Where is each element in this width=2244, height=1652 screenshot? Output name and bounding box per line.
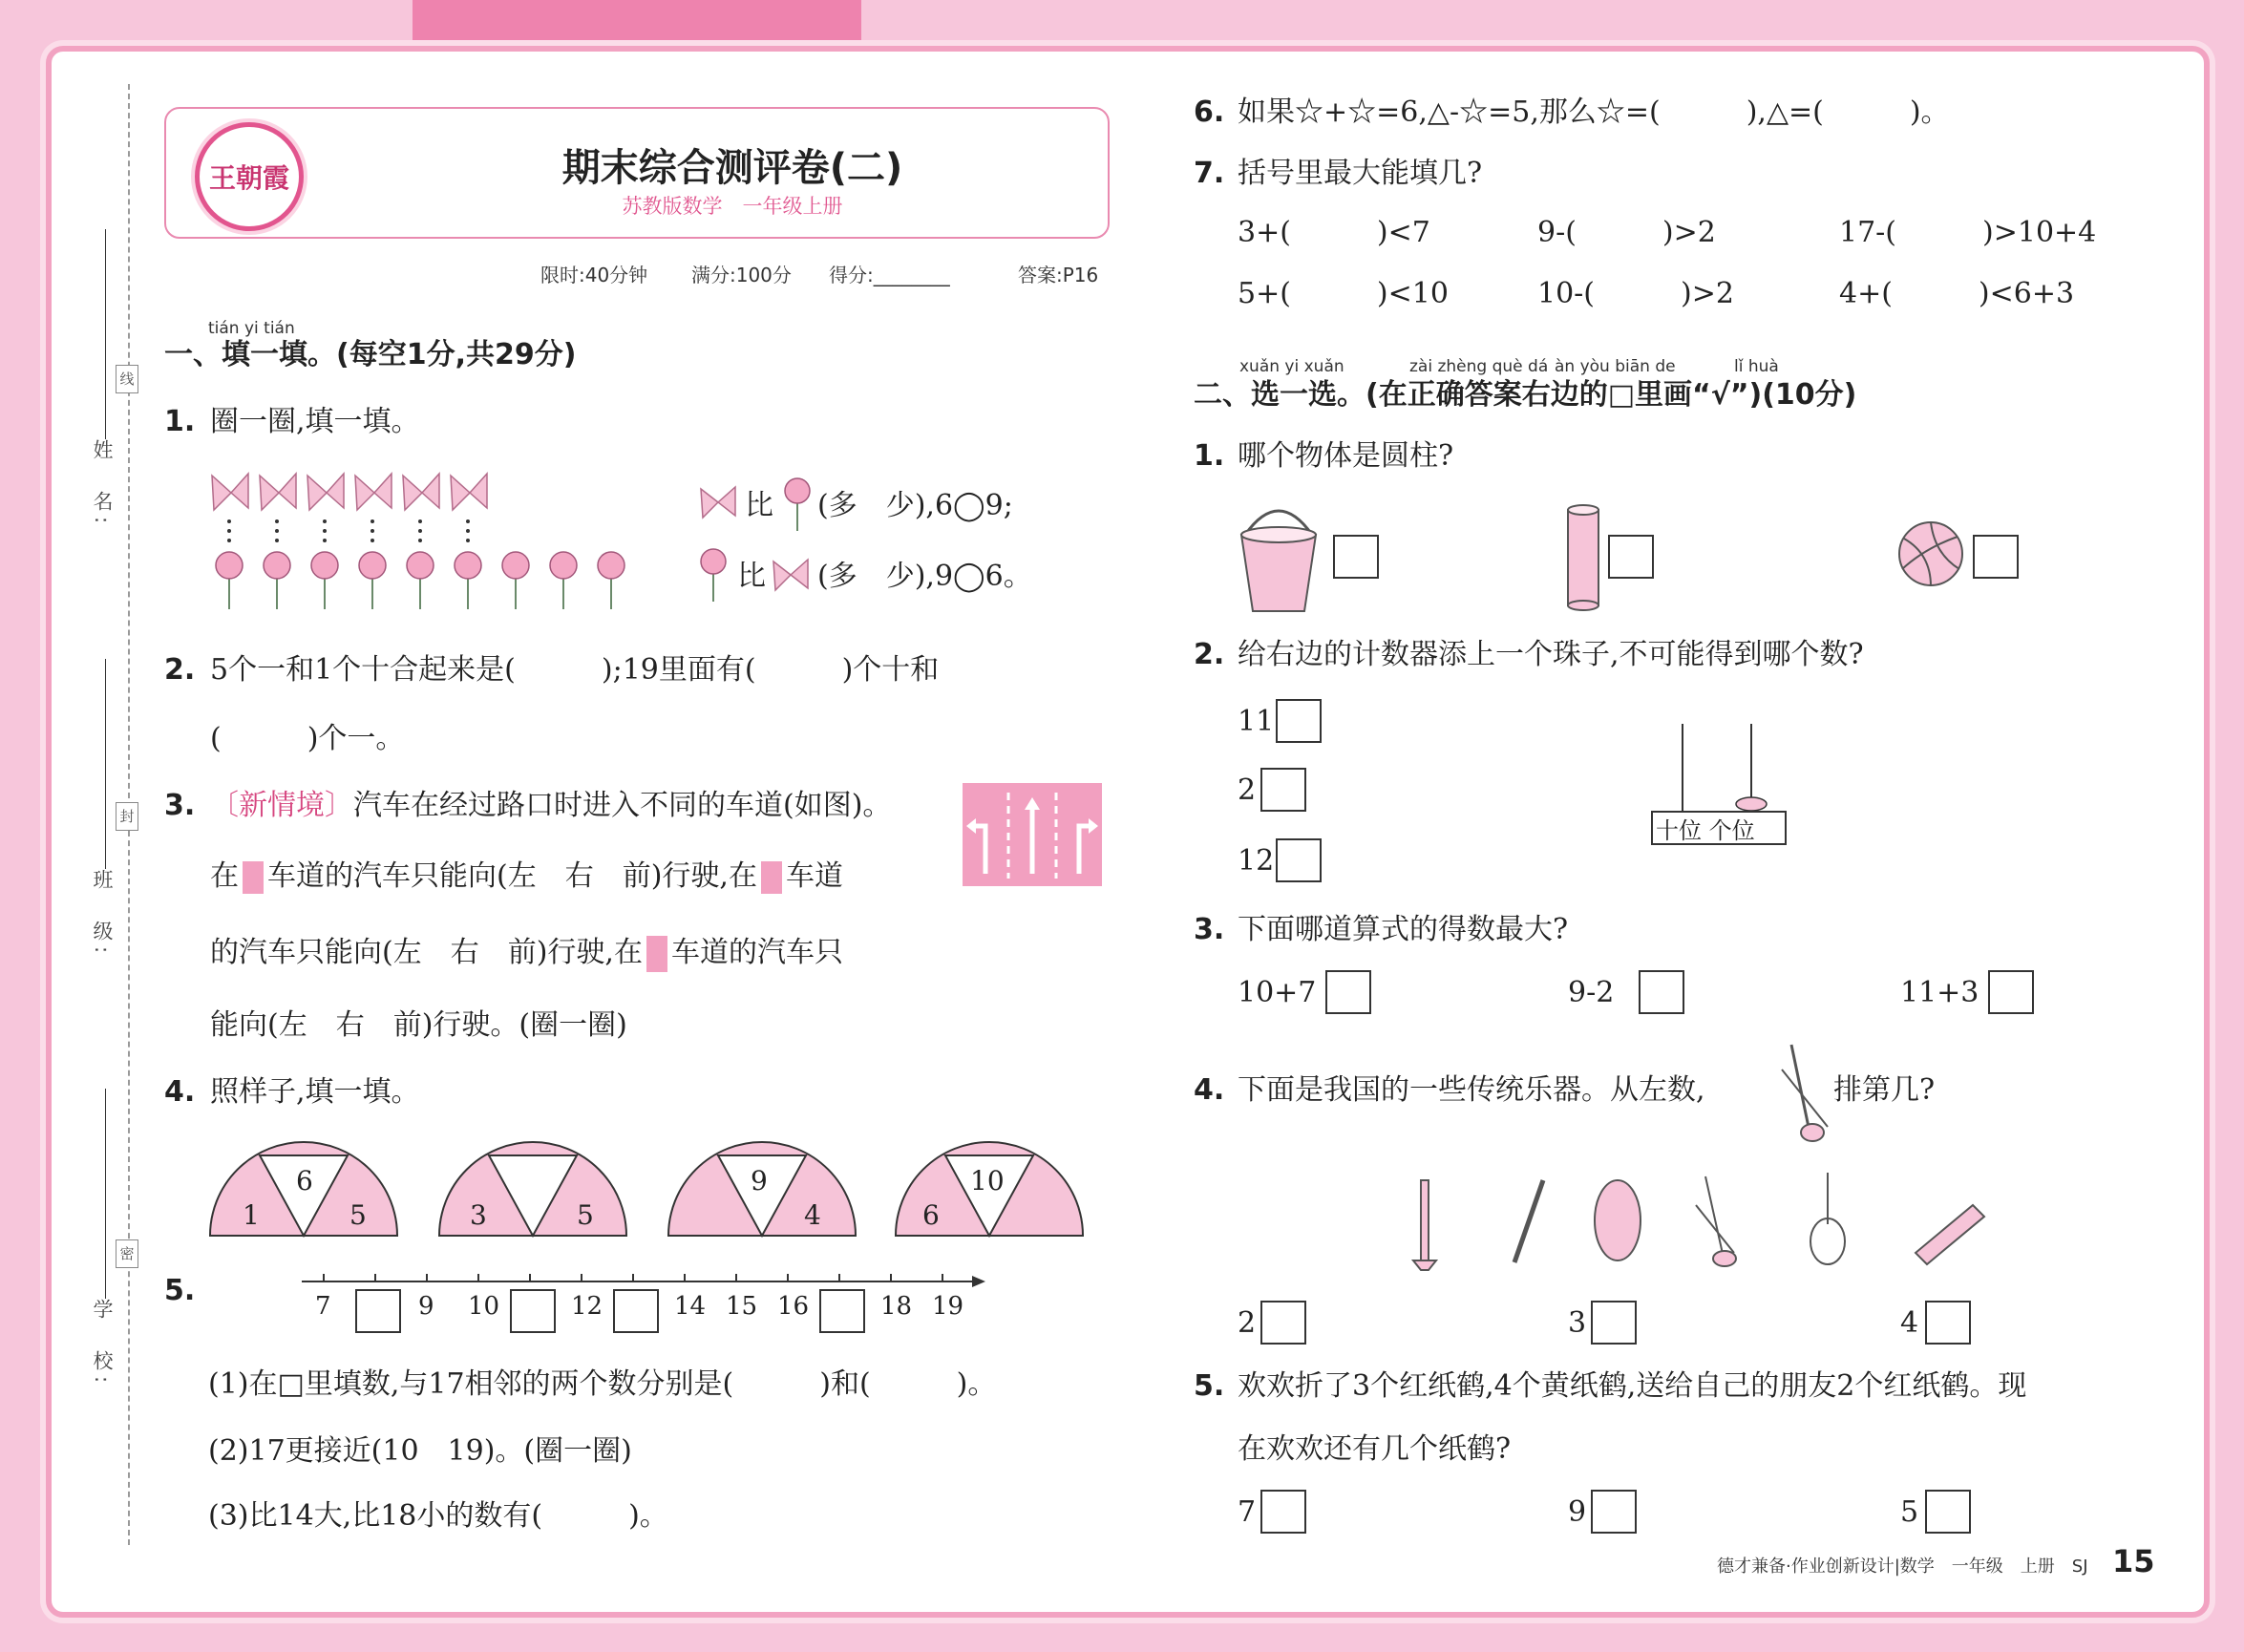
full-score: 满分:100分 (691, 264, 792, 286)
s2-opt-2: 2 (1238, 773, 1257, 807)
s5-number: 5. (1194, 1369, 1225, 1403)
q1-butterfly-flower-picture (201, 466, 640, 619)
left-turn-lane-icon (761, 861, 782, 894)
butterfly-icon (770, 554, 812, 596)
q7-item-2[interactable]: 9-( )>2 (1537, 216, 1716, 249)
q7-number: 7. (1194, 157, 1225, 190)
q3-line2: 在 车道的汽车只能向(左 右 前)行驶,在 车道 (210, 859, 843, 893)
q5-number: 5. (164, 1274, 196, 1307)
instruments-row (1400, 1167, 2126, 1272)
abacus-label: 十位 个位 (1656, 817, 1755, 844)
number-line (302, 1270, 989, 1291)
s5-line1: 欢欢折了3个红纸鹤,4个黄纸鹤,送给自己的朋友2个红纸鹤。现 (1238, 1369, 2027, 1403)
s1-ball-box[interactable] (1973, 535, 2019, 579)
s1-text: 哪个物体是圆柱? (1238, 439, 1454, 473)
fan1-top: 6 (296, 1165, 313, 1197)
s2-box-11[interactable] (1276, 699, 1322, 743)
straight-lane-icon (646, 936, 667, 972)
sec2-pinyin-2: zài zhèng què dá (1409, 357, 1549, 376)
q1-number: 1. (164, 405, 196, 438)
s5-opt-7: 7 (1238, 1495, 1257, 1529)
new-context-tag: 〔新情境〕 (210, 789, 353, 822)
seal-box-line: 线 (116, 365, 138, 393)
title-box (164, 107, 1110, 239)
seal-box-seal: 封 (116, 802, 138, 831)
q7-item-6[interactable]: 4+( )<6+3 (1839, 277, 2075, 310)
s2-opt-12: 12 (1238, 844, 1275, 878)
s5-opt-9: 9 (1568, 1495, 1587, 1529)
nl-label-10: 10 (468, 1292, 500, 1321)
nl-label-18: 18 (880, 1292, 913, 1321)
score-field[interactable]: 得分:________ (829, 264, 950, 286)
s4-number: 4. (1194, 1073, 1225, 1107)
q2-line2[interactable]: ( )个一。 (210, 722, 405, 755)
q7-item-4[interactable]: 5+( )<10 (1238, 277, 1449, 310)
q1-text: 圈一圈,填一填。 (210, 405, 420, 438)
s3-box-2[interactable] (1639, 970, 1684, 1014)
q7-item-1[interactable]: 3+( )<7 (1238, 216, 1430, 249)
s4-box-2[interactable] (1260, 1301, 1306, 1345)
sec2-pinyin-4: lǐ huà (1734, 357, 1779, 376)
q2-line1[interactable]: 5个一和1个十合起来是( );19里面有( )个十和 (210, 653, 940, 687)
q1b-compare: 比 (737, 560, 766, 593)
q7-item-5[interactable]: 10-( )>2 (1537, 277, 1734, 310)
bucket-icon (1234, 497, 1323, 615)
class-line[interactable] (105, 659, 106, 869)
s3-box-3[interactable] (1988, 970, 2034, 1014)
fan1-right: 5 (349, 1199, 367, 1231)
footer-text: 德才兼备·作业创新设计|数学 一年级 上册 SJ (1717, 1557, 2088, 1577)
fan4-left: 6 (922, 1199, 940, 1231)
nl-label-16: 16 (777, 1292, 810, 1321)
s4-opt-4: 4 (1900, 1306, 1919, 1340)
s3-number: 3. (1194, 913, 1225, 946)
q5-part3[interactable]: (3)比14大,比18小的数有( )。 (208, 1499, 668, 1533)
fan1-left: 1 (243, 1199, 260, 1231)
fan3-top: 9 (751, 1165, 768, 1197)
seal-box-secret: 密 (116, 1239, 138, 1268)
s3-opt-1: 10+7 (1238, 976, 1317, 1009)
nl-answer-box-8[interactable] (355, 1289, 401, 1333)
sec2-pinyin-1: xuǎn yi xuǎn (1239, 357, 1344, 376)
q7-text: 括号里最大能填几? (1238, 157, 1483, 190)
s3-opt-3: 11+3 (1900, 976, 1979, 1009)
s4-text-b: 排第几? (1833, 1073, 1936, 1107)
q1a-compare: 比 (745, 489, 773, 522)
nl-label-12: 12 (571, 1292, 603, 1321)
q3-number: 3. (164, 789, 196, 822)
answer-page: 答案:P16 (1018, 264, 1099, 286)
school-line[interactable] (105, 1089, 106, 1299)
q1a-blank[interactable]: (多 少),6◯9; (817, 489, 1013, 522)
s2-opt-11: 11 (1238, 705, 1275, 738)
fan4-top: 10 (970, 1165, 1005, 1197)
nl-label-7: 7 (315, 1292, 331, 1321)
nl-answer-box-11[interactable] (510, 1289, 556, 1333)
nl-label-19: 19 (932, 1292, 964, 1321)
page-number: 15 (2112, 1543, 2155, 1579)
nl-label-14: 14 (674, 1292, 707, 1321)
name-line[interactable] (105, 229, 106, 439)
s5-box-5[interactable] (1925, 1490, 1971, 1534)
right-turn-lane-icon (243, 861, 264, 894)
nl-answer-box-17[interactable] (819, 1289, 865, 1333)
lane-arrows-picture (963, 783, 1102, 886)
section-2-heading: 二、选一选。(在正确答案右边的□里画“√”)(10分) (1194, 378, 1857, 412)
s4-box-3[interactable] (1591, 1301, 1637, 1345)
s1-number: 1. (1194, 439, 1225, 473)
q3-line3: 的汽车只能向(左 右 前)行驶,在 车道的汽车只 (210, 936, 843, 972)
q4-number: 4. (164, 1075, 196, 1109)
q3-line1: 〔新情境〕汽车在经过路口时进入不同的车道(如图)。 (210, 789, 892, 822)
sec2-pinyin-3: àn yòu biān de (1555, 357, 1676, 376)
q4-text: 照样子,填一填。 (210, 1075, 420, 1109)
s2-text: 给右边的计数器添上一个珠子,不可能得到哪个数? (1238, 638, 1864, 671)
s3-box-1[interactable] (1325, 970, 1371, 1014)
s2-box-12[interactable] (1276, 838, 1322, 882)
s1-cylinder-box[interactable] (1608, 535, 1654, 579)
q6-text[interactable]: 如果☆+☆=6,△-☆=5,那么☆=( ),△=( )。 (1238, 95, 1950, 129)
q6-number: 6. (1194, 95, 1225, 129)
q5-part1[interactable]: (1)在□里填数,与17相邻的两个数分别是( )和( )。 (208, 1367, 997, 1401)
erhu-icon (1778, 1041, 1831, 1146)
nl-answer-box-13[interactable] (613, 1289, 659, 1333)
s3-text: 下面哪道算式的得数最大? (1238, 913, 1569, 946)
time-limit: 限时:40分钟 (540, 264, 648, 286)
s3-opt-2: 9-2 (1568, 976, 1615, 1009)
s5-opt-5: 5 (1900, 1495, 1919, 1529)
s1-bucket-box[interactable] (1333, 535, 1379, 579)
nl-label-15: 15 (726, 1292, 758, 1321)
page-subtitle: 苏教版数学 一年级上册 (622, 195, 843, 218)
fan3-right: 4 (804, 1199, 821, 1231)
volleyball-icon (1896, 519, 1965, 588)
sec1-pinyin: tián yi tián (208, 319, 295, 338)
s5-box-9[interactable] (1591, 1490, 1637, 1534)
school-label: 学 校: (91, 1299, 114, 1389)
fan2-right: 5 (577, 1199, 594, 1231)
s4-box-4[interactable] (1925, 1301, 1971, 1345)
s5-box-7[interactable] (1260, 1490, 1306, 1534)
s2-box-2[interactable] (1260, 768, 1306, 812)
q3-line4[interactable]: 能向(左 右 前)行驶。(圈一圈) (210, 1008, 627, 1042)
nl-label-9: 9 (418, 1292, 434, 1321)
class-label: 班 级: (91, 869, 114, 960)
name-label: 姓 名: (91, 439, 114, 530)
q2-number: 2. (164, 653, 196, 687)
logo-text: 王朝霞 (208, 162, 289, 194)
q1b-blank[interactable]: (多 少),9◯6。 (817, 560, 1032, 593)
flower-icon (697, 546, 730, 604)
page-title: 期末综合测评卷(二) (561, 146, 903, 190)
s4-opt-3: 3 (1568, 1306, 1587, 1340)
cylinder-can-icon (1562, 500, 1604, 613)
s4-opt-2: 2 (1238, 1306, 1257, 1340)
s5-line2: 在欢欢还有几个纸鹤? (1238, 1432, 1512, 1466)
s2-number: 2. (1194, 638, 1225, 671)
q5-part2[interactable]: (2)17更接近(10 19)。(圈一圈) (208, 1434, 632, 1468)
section-1-heading: 一、填一填。(每空1分,共29分) (164, 338, 577, 371)
brand-logo (195, 122, 304, 231)
q7-item-3[interactable]: 17-( )>10+4 (1839, 216, 2097, 249)
fan2-left: 3 (470, 1199, 487, 1231)
s4-text-a: 下面是我国的一些传统乐器。从左数, (1238, 1073, 1705, 1107)
flower-icon (781, 476, 814, 533)
butterfly-icon (697, 481, 739, 523)
